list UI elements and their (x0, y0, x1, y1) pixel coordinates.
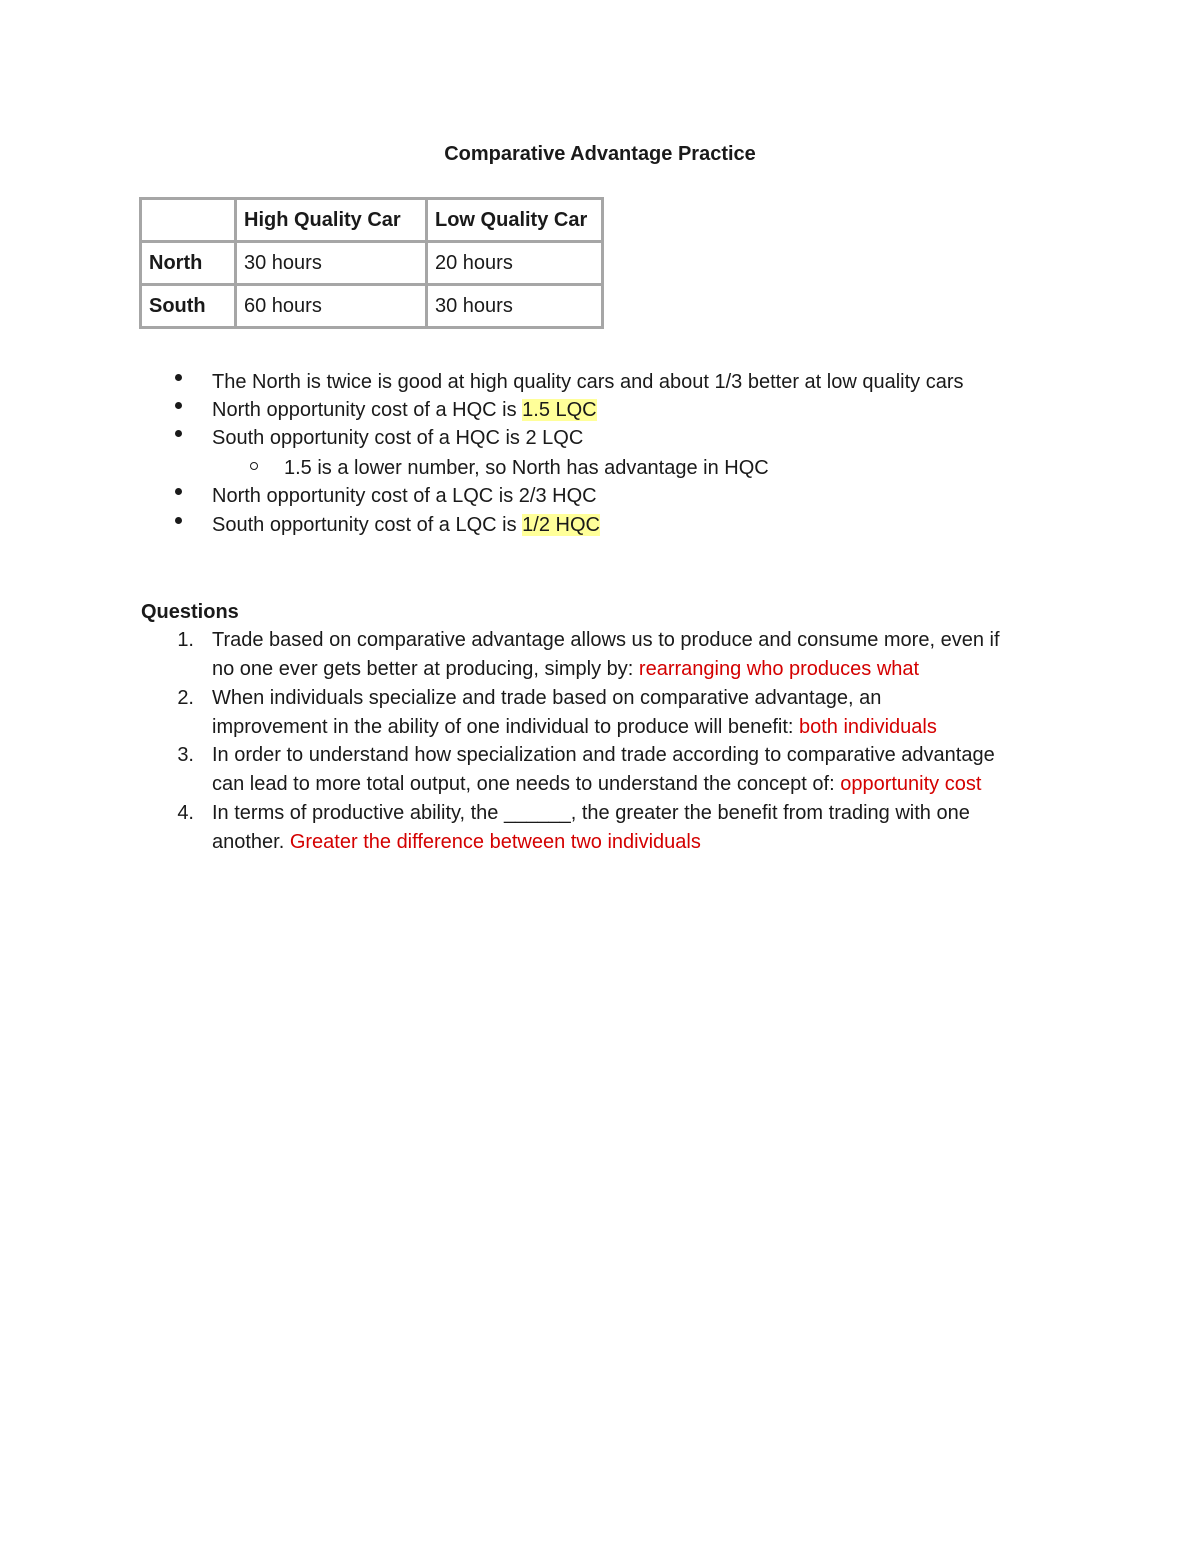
highlighted-answer: 1.5 LQC (522, 399, 597, 421)
bullet-icon (175, 430, 182, 437)
question-number: 1. (177, 629, 194, 651)
question-text: In terms of productive ability, the ______, the greater the benefit from trading with one (212, 802, 970, 824)
list-item: South opportunity cost of a HQC is 2 LQC (212, 427, 584, 449)
labor-hours-table (139, 197, 604, 329)
answer-text: opportunity cost (840, 773, 982, 795)
question-number: 3. (177, 744, 194, 766)
questions-heading: Questions (141, 601, 239, 623)
table-cell: 30 hours (236, 242, 427, 285)
table-row (141, 242, 603, 285)
answer-text: both individuals (799, 716, 937, 738)
question-number: 2. (177, 687, 194, 709)
table-header-cell: High Quality Car (236, 199, 427, 242)
question-text (212, 828, 701, 856)
question-text (212, 770, 981, 798)
answer-text: Greater the difference between two individuals (289, 831, 701, 853)
row-label: North (141, 242, 236, 285)
question-text (212, 655, 919, 683)
bullet-icon (175, 488, 182, 495)
bullet-icon (175, 402, 182, 409)
question-text (212, 713, 937, 741)
question-text-part: no one ever gets better at producing, simply by: (212, 658, 639, 680)
question-text-part: can lead to more total output, one needs to understand the concept of: (212, 773, 841, 795)
sub-list-item: 1.5 is a lower number, so North has advantage in HQC (284, 457, 769, 479)
table-cell: 20 hours (427, 242, 603, 285)
bullet-icon (175, 374, 182, 381)
question-text: Trade based on comparative advantage allows us to produce and consume more, even if (212, 629, 1000, 651)
bullet-icon (175, 517, 182, 524)
list-item: North opportunity cost of a LQC is 2/3 HQC (212, 485, 597, 507)
question-number: 4. (177, 802, 194, 824)
highlighted-answer: 1/2 HQC (522, 514, 600, 536)
row-label: South (141, 285, 236, 328)
page-title: Comparative Advantage Practice (444, 143, 756, 165)
question-text-part: another. (212, 831, 290, 853)
table-header-empty (141, 199, 236, 242)
table-header-row (141, 199, 603, 242)
table-cell: 60 hours (236, 285, 427, 328)
answer-text: rearranging who produces what (638, 658, 920, 680)
table-header-cell: Low Quality Car (427, 199, 603, 242)
list-item-text: North opportunity cost of a HQC is (212, 399, 523, 421)
question-text: When individuals specialize and trade based on comparative advantage, an (212, 687, 882, 709)
sub-bullet-icon (250, 462, 258, 470)
question-text-part: improvement in the ability of one individual to produce will benefit: (212, 716, 799, 738)
question-text: In order to understand how specialization and trade according to comparative advantage (212, 744, 995, 766)
table-cell: 30 hours (427, 285, 603, 328)
table-row (141, 285, 603, 328)
list-item (212, 396, 597, 424)
list-item-text: South opportunity cost of a LQC is (212, 514, 523, 536)
list-item: The North is twice is good at high quality cars and about 1/3 better at low quality cars (212, 371, 964, 393)
list-item (212, 511, 600, 539)
